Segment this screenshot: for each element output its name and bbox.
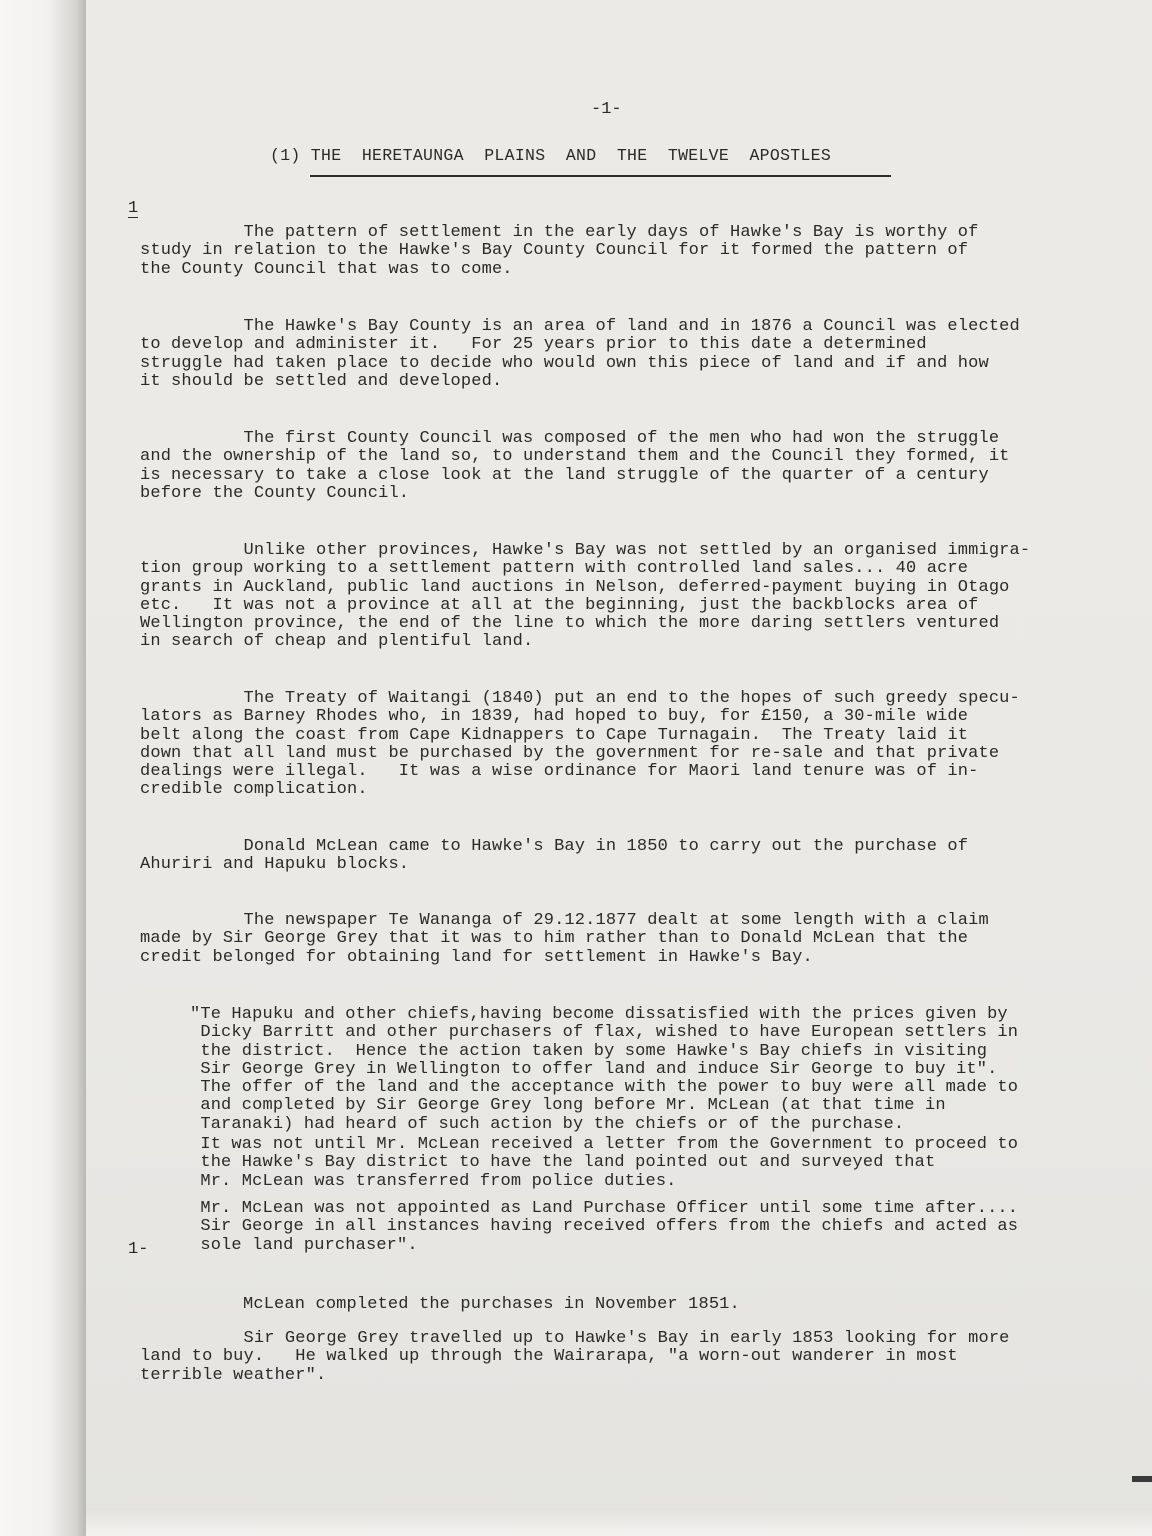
page-number: -1-	[591, 100, 622, 119]
binding-mark	[1132, 1476, 1152, 1482]
paragraph-settlement-pattern: The pattern of settlement in the early days of Hawke's Bay is worthy of study in relation to the Hawke's Bay County Council for it formed the pattern of the County Council that was to come.	[140, 223, 979, 279]
paragraph-first-council: The first County Council was composed of the men who had won the struggle and the ownership of the land so, to understand them and the Council they formed, it is necessary to take a close look at the land struggle of the quarter of a century before the County Council.	[140, 429, 1010, 503]
margin-reference-top: 1	[128, 199, 139, 218]
quote-block-letter: It was not until Mr. McLean received a letter from the Government to proceed to the Hawke's Bay district to have the land pointed out and surveyed that Mr. McLean was transferred from police duties.	[200, 1135, 1019, 1191]
paragraph-donald-mclean: Donald McLean came to Hawke's Bay in 1850 to carry out the purchase of Ahuriri and Hapuku blocks.	[140, 837, 969, 875]
page-bottom-edge	[86, 1508, 1152, 1536]
paragraph-te-wananga: The newspaper Te Wananga of 29.12.1877 dealt at some length with a claim made by Sir George Grey that it was to him rather than to Donald McLean that the credit belonged for obtaining land for settlement in Hawke's Bay.	[140, 911, 989, 967]
paragraph-treaty-waitangi: The Treaty of Waitangi (1840) put an end to the hopes of such greedy specu- lators as Barney Rhodes who, in 1839, had hoped to buy, for £150, a 30-mile wide belt along the coast from Cape Kidnappers to Cape Turnagain. The Treaty laid it down that all land must be purchased by the government for re-sale and that private dealings were illegal. It was a wise ordinance for Maori land tenure was of in- credible complication.	[140, 689, 1020, 800]
paragraph-unlike-provinces: Unlike other provinces, Hawke's Bay was not settled by an organised immigra- tion group working to a settlement pattern with controlled land sales... 40 acre grants in Auckland, public land auctions in Nelson, deferred-payment buying in Otago etc. It was not a province at all at the beginning, just the backblocks area of Wellington province, the end of the line to which the more daring settlers ventured in search of cheap and plentiful land.	[140, 541, 1031, 652]
paragraph-purchases-completed: McLean completed the purchases in November 1851.	[243, 1295, 740, 1314]
margin-reference-quote: 1-	[128, 1240, 149, 1259]
paragraph-county-area: The Hawke's Bay County is an area of land and in 1876 a Council was elected to develop and administer it. For 25 years prior to this date a determined struggle had taken place to decide who would own this piece of land and if and how it should be settled and developed.	[140, 317, 1020, 391]
quote-block-chiefs: "Te Hapuku and other chiefs,having become dissatisfied with the prices given by Dicky Barritt and other purchasers of flax, wished to have European settlers in the district. Hence the action taken by some Hawke's Bay chiefs in visiting Sir George Grey in Wellington to offer land and induce Sir George to buy it". The offer of the land and the acceptance with the power to buy were all made to and completed by Sir George Grey long before Mr. McLean (at that time in Taranaki) had heard of such action by the chiefs or of the purchase.	[190, 1005, 1019, 1134]
paragraph-grey-travel: Sir George Grey travelled up to Hawke's Bay in early 1853 looking for more land to buy. He walked up through the Wairarapa, "a worn-out wanderer in most terrible weather".	[140, 1329, 1010, 1385]
chapter-title: (1) THE HERETAUNGA PLAINS AND THE TWELVE APOSTLES	[270, 146, 832, 165]
adjacent-page-edge	[0, 0, 86, 1536]
title-underline	[310, 175, 891, 177]
quote-block-land-officer: Mr. McLean was not appointed as Land Purchase Officer until some time after.... Sir George in all instances having received offers from the chiefs and acted as sole land purchaser".	[200, 1199, 1019, 1255]
